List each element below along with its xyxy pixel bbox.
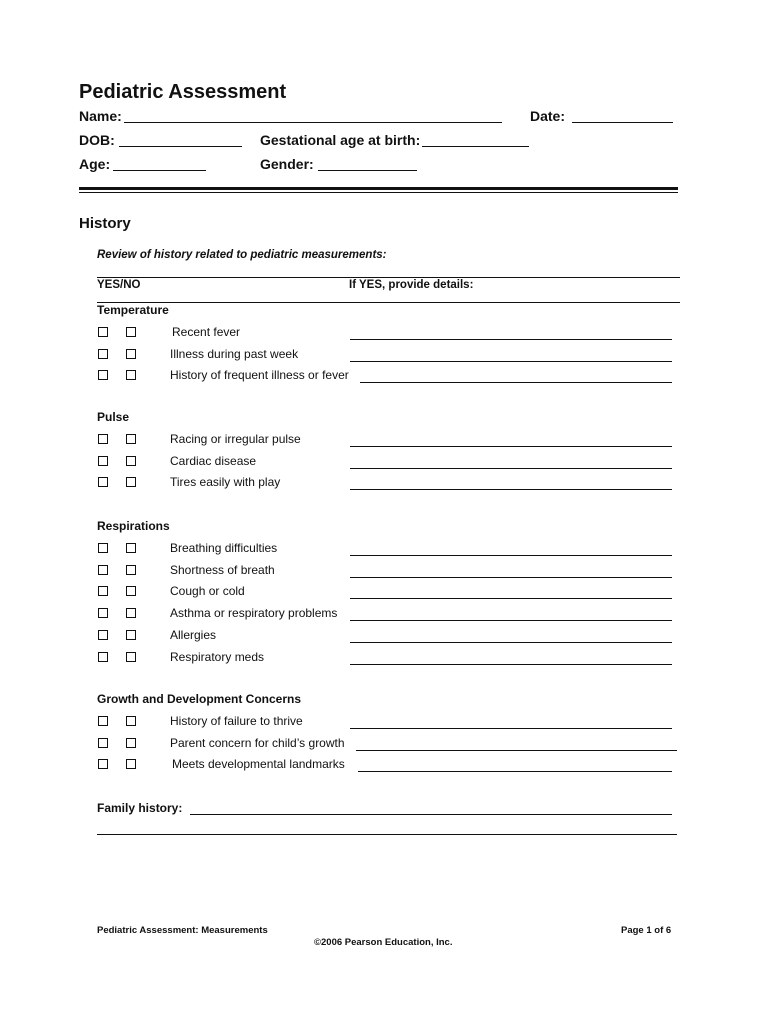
history-item-label: Recent fever (172, 325, 241, 339)
yes-checkbox[interactable] (98, 759, 108, 769)
history-item-label: History of frequent illness or fever (170, 368, 349, 383)
yes-checkbox[interactable] (98, 565, 108, 575)
details-field[interactable] (350, 555, 672, 556)
details-field[interactable] (350, 577, 672, 578)
section-heading: Growth and Development Concerns (97, 692, 302, 706)
history-item-label: Respiratory meds (170, 649, 265, 664)
no-checkbox[interactable] (126, 434, 136, 444)
yes-checkbox[interactable] (98, 738, 108, 748)
no-checkbox[interactable] (126, 477, 136, 487)
no-checkbox[interactable] (126, 759, 136, 769)
details-field[interactable] (350, 339, 672, 340)
no-checkbox[interactable] (126, 565, 136, 575)
yes-checkbox[interactable] (98, 608, 108, 618)
history-item-label: Cough or cold (170, 584, 245, 599)
age-field[interactable] (113, 170, 206, 171)
history-item-label: Illness during past week (170, 346, 299, 361)
dob-field[interactable] (119, 146, 242, 147)
details-field[interactable] (350, 664, 672, 665)
section-heading: Temperature (97, 303, 169, 317)
history-item-label: Meets developmental landmarks (172, 757, 345, 772)
yes-checkbox[interactable] (98, 456, 108, 466)
header-divider-thick (79, 187, 678, 190)
no-checkbox[interactable] (126, 716, 136, 726)
header-divider-thin (79, 192, 678, 193)
page-title: Pediatric Assessment (79, 81, 287, 103)
gender-field[interactable] (318, 170, 417, 171)
family-history-field-2[interactable] (97, 834, 677, 835)
history-item-label: Parent concern for child’s growth (170, 735, 345, 750)
table-header-rule (97, 302, 680, 303)
col-details: If YES, provide details: (349, 279, 474, 291)
yes-checkbox[interactable] (98, 652, 108, 662)
no-checkbox[interactable] (126, 456, 136, 466)
details-field[interactable] (350, 468, 672, 469)
family-history-label: Family history: (97, 801, 183, 815)
no-checkbox[interactable] (126, 586, 136, 596)
details-field[interactable] (350, 489, 672, 490)
gestational-age-field[interactable] (422, 146, 529, 147)
date-label: Date: (530, 108, 566, 124)
footer-page-number: Page 1 of 6 (621, 925, 672, 936)
yes-checkbox[interactable] (98, 543, 108, 553)
gestational-age-label: Gestational age at birth: (260, 132, 421, 148)
history-item-label: Allergies (170, 627, 217, 642)
details-field[interactable] (360, 382, 672, 383)
details-field[interactable] (350, 642, 672, 643)
section-heading: Pulse (97, 410, 130, 424)
footer-copyright: ©2006 Pearson Education, Inc. (314, 937, 453, 948)
no-checkbox[interactable] (126, 738, 136, 748)
family-history-field-1[interactable] (190, 814, 672, 815)
yes-checkbox[interactable] (98, 630, 108, 640)
no-checkbox[interactable] (126, 630, 136, 640)
yes-checkbox[interactable] (98, 327, 108, 337)
date-field[interactable] (572, 122, 673, 123)
yes-checkbox[interactable] (98, 586, 108, 596)
yes-checkbox[interactable] (98, 349, 108, 359)
history-item-label: History of failure to thrive (170, 714, 303, 728)
footer-left: Pediatric Assessment: Measurements (97, 925, 268, 936)
no-checkbox[interactable] (126, 370, 136, 380)
details-field[interactable] (350, 598, 672, 599)
dob-label: DOB: (79, 132, 115, 148)
no-checkbox[interactable] (126, 349, 136, 359)
details-field[interactable] (356, 750, 677, 751)
section-heading: Respirations (97, 519, 170, 533)
no-checkbox[interactable] (126, 543, 136, 553)
no-checkbox[interactable] (126, 608, 136, 618)
yes-checkbox[interactable] (98, 370, 108, 380)
details-field[interactable] (358, 771, 672, 772)
history-item-label: Breathing difficulties (170, 541, 278, 555)
gender-label: Gender: (260, 156, 314, 172)
yes-checkbox[interactable] (98, 434, 108, 444)
history-item-label: Tires easily with play (170, 475, 281, 490)
history-item-label: Asthma or respiratory problems (170, 606, 338, 621)
review-note: Review of history related to pediatric measurements: (97, 249, 387, 261)
name-field[interactable] (124, 122, 502, 123)
details-field[interactable] (350, 446, 672, 447)
history-item-label: Cardiac disease (170, 453, 257, 468)
no-checkbox[interactable] (126, 327, 136, 337)
table-top-rule (97, 277, 680, 278)
history-item-label: Shortness of breath (170, 562, 275, 577)
details-field[interactable] (350, 620, 672, 621)
history-item-label: Racing or irregular pulse (170, 432, 301, 446)
col-yes-no: YES/NO (97, 279, 141, 291)
no-checkbox[interactable] (126, 652, 136, 662)
details-field[interactable] (350, 361, 672, 362)
name-label: Name: (79, 108, 122, 124)
history-heading: History (79, 215, 131, 232)
age-label: Age: (79, 156, 111, 172)
yes-checkbox[interactable] (98, 716, 108, 726)
yes-checkbox[interactable] (98, 477, 108, 487)
details-field[interactable] (350, 728, 672, 729)
